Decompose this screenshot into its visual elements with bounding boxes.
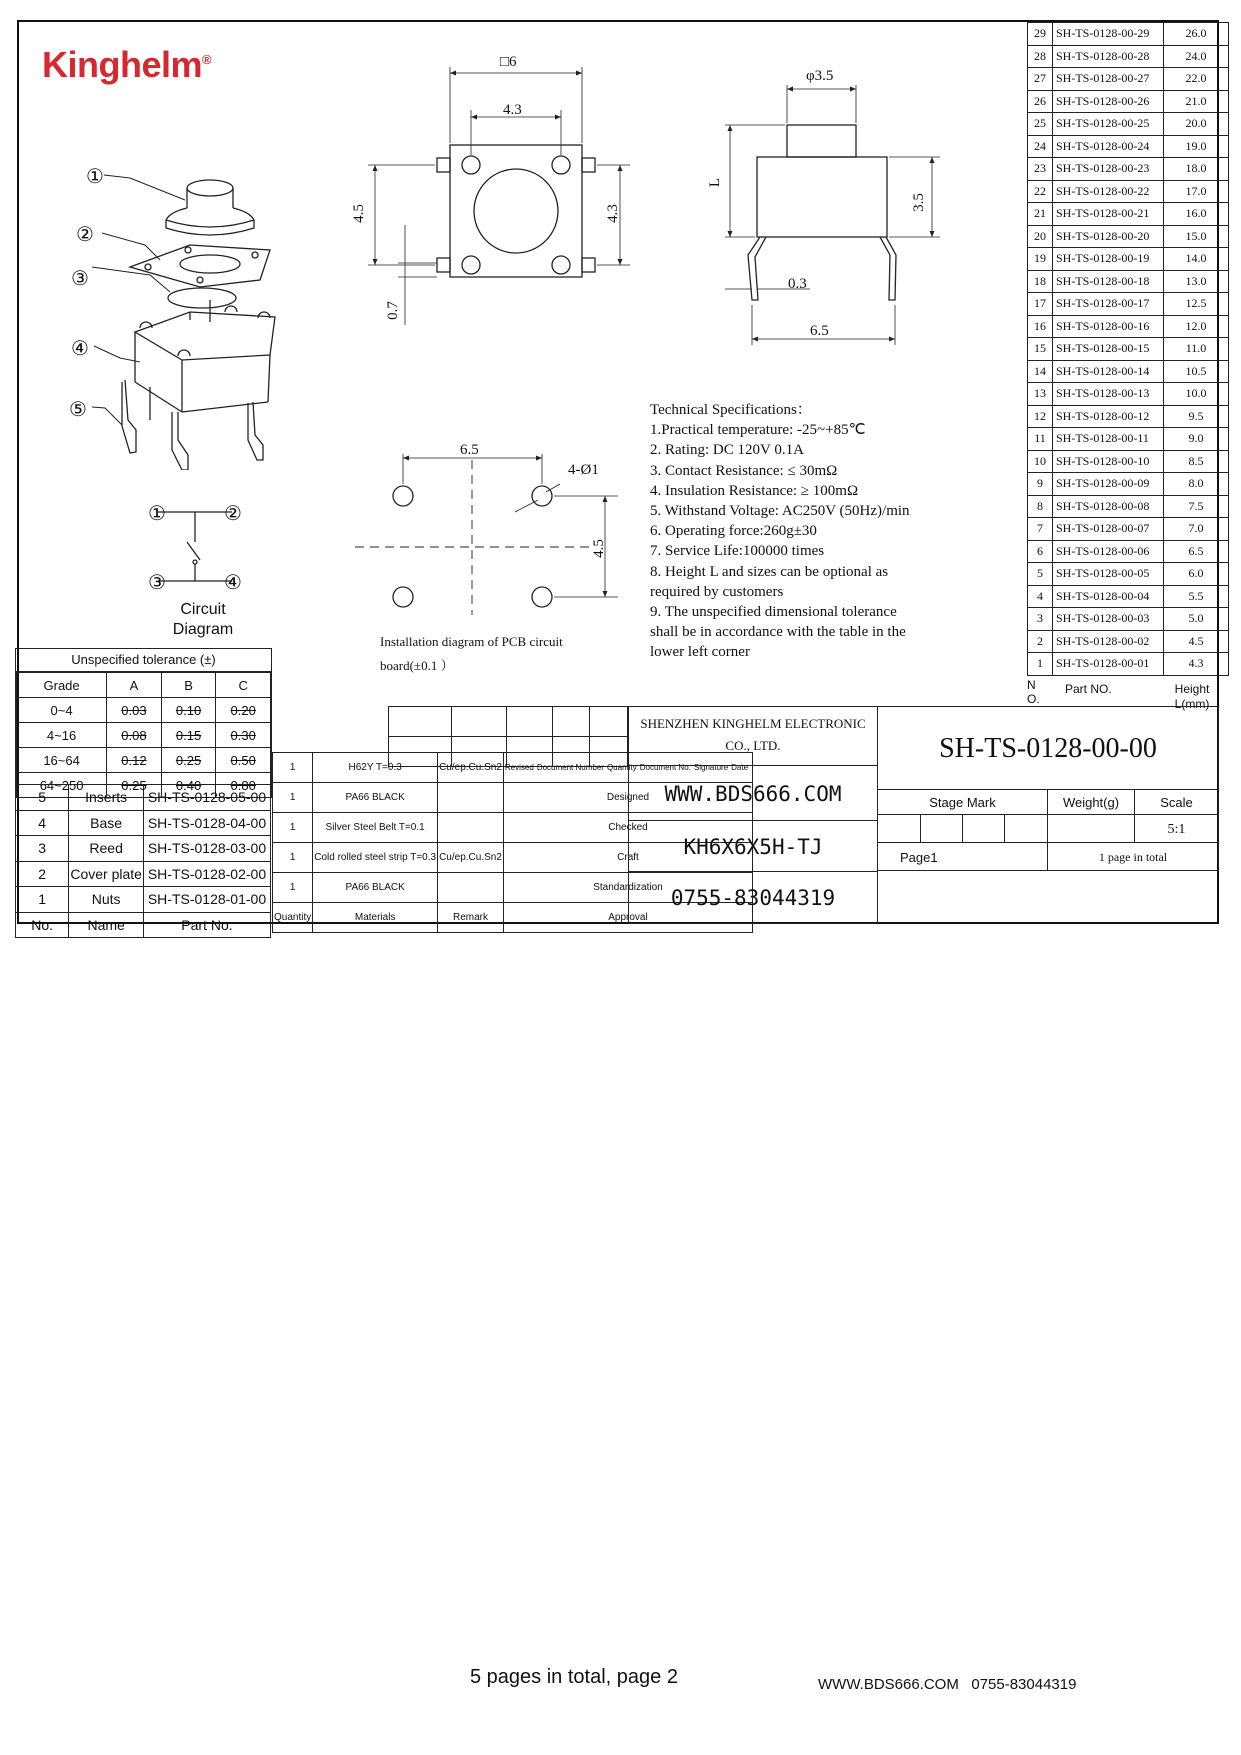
exploded-view xyxy=(60,150,310,470)
height-table-row xyxy=(1028,113,1229,136)
part-code: SH-TS-0128-01-00 xyxy=(143,887,270,913)
part-code: SH-TS-0128-04-00 xyxy=(143,810,270,836)
ht-no: 14 xyxy=(1028,360,1053,383)
part-name: Inserts xyxy=(69,785,144,811)
ht-no: 24 xyxy=(1028,135,1053,158)
circuit-node-3: ③ xyxy=(148,572,166,594)
tol-cell: 0.80 xyxy=(216,773,271,798)
title-block-empty xyxy=(877,870,1219,924)
ht-part: SH-TS-0128-00-18 xyxy=(1053,270,1164,293)
footer-site-phone: WWW.BDS666.COM 0755-83044319 xyxy=(818,1676,1077,1693)
pages-total: 1 page in total xyxy=(1098,850,1168,864)
part-name: Base xyxy=(69,810,144,836)
rev-quantity: 1 xyxy=(273,753,313,783)
ht-height: 18.0 xyxy=(1164,158,1229,181)
spec-item: shall be in accordance with the table in the xyxy=(650,624,906,641)
ht-no: 20 xyxy=(1028,225,1053,248)
scale-value-cell xyxy=(1134,814,1219,843)
height-table-row xyxy=(1028,293,1229,316)
materials-header-cell: Materials xyxy=(313,903,438,933)
spec-title: Technical Specifications： xyxy=(650,402,812,418)
circuit-label-line1: Circuit xyxy=(180,601,226,618)
height-table-row xyxy=(1028,585,1229,608)
height-table-row xyxy=(1028,68,1229,91)
tol-cell: 0.03 xyxy=(107,698,162,723)
mat-remark: Cu/ep.Cu.Sn2 xyxy=(438,843,504,873)
parts-header-cell: Name xyxy=(69,912,144,938)
mat-quantity: 1 xyxy=(273,843,313,873)
ht-part: SH-TS-0128-00-09 xyxy=(1053,473,1164,496)
parts-header-cell: No. xyxy=(16,912,69,938)
height-table-row xyxy=(1028,450,1229,473)
mat-role: Standardization xyxy=(503,873,752,903)
materials-header-cell: Quantity xyxy=(273,903,313,933)
ht-no: 3 xyxy=(1028,608,1053,631)
tol-header: C xyxy=(216,673,271,698)
ht-part: SH-TS-0128-00-02 xyxy=(1053,630,1164,653)
pages-total-cell xyxy=(1047,842,1219,871)
mat-material: Cold rolled steel strip T=0.3 xyxy=(313,843,438,873)
part-code: SH-TS-0128-03-00 xyxy=(143,836,270,862)
mat-quantity: 1 xyxy=(273,873,313,903)
company-name: SHENZHEN KINGHELM ELECTRONIC CO., LTD. xyxy=(640,716,866,753)
height-table-row xyxy=(1028,405,1229,428)
brand-logo xyxy=(42,44,211,86)
ht-height: 24.0 xyxy=(1164,45,1229,68)
ht-height: 13.0 xyxy=(1164,270,1229,293)
footer-pages: 5 pages in total, page 2 xyxy=(470,1666,678,1688)
circuit-node-2: ② xyxy=(224,503,242,525)
ht-no: 4 xyxy=(1028,585,1053,608)
ht-part: SH-TS-0128-00-15 xyxy=(1053,338,1164,361)
ht-header-height: Height L(mm) xyxy=(1174,681,1210,711)
parts-row xyxy=(16,836,271,862)
top-view xyxy=(340,55,630,335)
drawing-number: SH-TS-0128-00-00 xyxy=(939,733,1157,764)
materials-header-cell: Remark xyxy=(438,903,504,933)
spec-item: 9. The unspecified dimensional tolerance xyxy=(650,604,897,621)
ht-part: SH-TS-0128-00-24 xyxy=(1053,135,1164,158)
spec-item: required by customers xyxy=(650,583,784,600)
title-block-model xyxy=(628,820,878,872)
spec-item: 5. Withstand Voltage: AC250V (50Hz)/min xyxy=(650,503,910,520)
ht-no: 17 xyxy=(1028,293,1053,316)
ht-part: SH-TS-0128-00-16 xyxy=(1053,315,1164,338)
weight-label: Weight(g) xyxy=(1047,789,1135,815)
ht-part: SH-TS-0128-00-27 xyxy=(1053,68,1164,91)
height-table-row xyxy=(1028,653,1229,676)
ht-height: 12.5 xyxy=(1164,293,1229,316)
height-table-row xyxy=(1028,608,1229,631)
callout-3: ③ xyxy=(71,268,89,290)
pcb-caption xyxy=(380,630,563,678)
height-table-row xyxy=(1028,45,1229,68)
dim-top-inner: 4.3 xyxy=(503,102,522,118)
height-table-row xyxy=(1028,270,1229,293)
ht-part: SH-TS-0128-00-05 xyxy=(1053,563,1164,586)
height-table-row xyxy=(1028,630,1229,653)
height-table xyxy=(1027,22,1229,712)
ht-part: SH-TS-0128-00-20 xyxy=(1053,225,1164,248)
height-table-row xyxy=(1028,135,1229,158)
ht-no: 11 xyxy=(1028,428,1053,451)
ht-no: 25 xyxy=(1028,113,1053,136)
height-table-row xyxy=(1028,428,1229,451)
ht-part: SH-TS-0128-00-06 xyxy=(1053,540,1164,563)
dim-pcb-width: 6.5 xyxy=(460,442,479,458)
ht-no: 15 xyxy=(1028,338,1053,361)
parts-header xyxy=(16,912,271,938)
height-table-row xyxy=(1028,383,1229,406)
spec-item: 2. Rating: DC 120V 0.1A xyxy=(650,442,804,459)
revision-header-cell: Revised xyxy=(504,763,534,772)
tol-cell: 0.25 xyxy=(161,748,216,773)
revision-header-cell: Date xyxy=(731,763,749,772)
mat-quantity: 1 xyxy=(273,813,313,843)
dim-pcb-holes: 4-Ø1 xyxy=(568,462,599,478)
ht-no: 27 xyxy=(1028,68,1053,91)
height-table-row xyxy=(1028,23,1229,46)
height-table-row xyxy=(1028,338,1229,361)
part-no: 5 xyxy=(16,785,69,811)
brand-reg: ® xyxy=(202,52,212,67)
tolerance-block xyxy=(15,648,272,798)
ht-no: 21 xyxy=(1028,203,1053,226)
page-cell xyxy=(877,842,1048,871)
ht-header-no: N O. xyxy=(1027,677,1040,706)
ht-part: SH-TS-0128-00-21 xyxy=(1053,203,1164,226)
dim-pcb-height: 4.5 xyxy=(590,539,607,558)
dim-side-width: 6.5 xyxy=(810,323,829,339)
spec-item: 8. Height L and sizes can be optional as xyxy=(650,563,889,580)
brand-name: Kinghelm xyxy=(42,44,203,85)
parts-row xyxy=(16,810,271,836)
ht-height: 9.0 xyxy=(1164,428,1229,451)
ht-height: 4.3 xyxy=(1164,653,1229,676)
part-no: 4 xyxy=(16,810,69,836)
ht-part: SH-TS-0128-00-07 xyxy=(1053,518,1164,541)
revision-header-cell: Document No. xyxy=(639,763,691,772)
ht-no: 19 xyxy=(1028,248,1053,271)
ht-part: SH-TS-0128-00-08 xyxy=(1053,495,1164,518)
height-table-row xyxy=(1028,563,1229,586)
tol-cell: 0.20 xyxy=(216,698,271,723)
callout-1: ① xyxy=(86,166,104,188)
tol-cell: 0.25 xyxy=(107,773,162,798)
ht-height: 8.5 xyxy=(1164,450,1229,473)
part-no: 3 xyxy=(16,836,69,862)
ht-no: 26 xyxy=(1028,90,1053,113)
spec-item: lower left corner xyxy=(650,644,750,661)
ht-height: 11.0 xyxy=(1164,338,1229,361)
stage-mark-cells xyxy=(877,814,1048,843)
ht-header-part: Part NO. xyxy=(1065,681,1112,696)
ht-height: 7.5 xyxy=(1164,495,1229,518)
mat-role: Checked xyxy=(503,813,752,843)
tol-grade: 64~250 xyxy=(17,773,107,798)
revision-header-cell: Quantity xyxy=(606,763,637,772)
height-table-row xyxy=(1028,180,1229,203)
ht-height: 20.0 xyxy=(1164,113,1229,136)
scale-label: Scale xyxy=(1134,789,1219,815)
height-table-row xyxy=(1028,225,1229,248)
stage-mark-label: Stage Mark xyxy=(877,789,1048,815)
scale-value: 5:1 xyxy=(1167,822,1186,837)
ht-part: SH-TS-0128-00-10 xyxy=(1053,450,1164,473)
ht-height: 12.0 xyxy=(1164,315,1229,338)
ht-height: 15.0 xyxy=(1164,225,1229,248)
mat-remark xyxy=(438,813,504,843)
page-label: Page1 xyxy=(900,850,938,865)
title-block-company xyxy=(628,706,878,766)
ht-no: 5 xyxy=(1028,563,1053,586)
tol-cell: 0.10 xyxy=(161,698,216,723)
parts-list xyxy=(15,784,271,938)
height-table-row xyxy=(1028,540,1229,563)
parts-header-cell: Part No. xyxy=(143,912,270,938)
ht-height: 21.0 xyxy=(1164,90,1229,113)
tol-header: Grade xyxy=(17,673,107,698)
spec-item: 3. Contact Resistance: ≤ 30mΩ xyxy=(650,462,838,479)
ht-height: 22.0 xyxy=(1164,68,1229,91)
title-block-phone xyxy=(628,871,878,924)
height-table-row xyxy=(1028,315,1229,338)
ht-height: 26.0 xyxy=(1164,23,1229,46)
callout-4: ④ xyxy=(71,338,89,360)
ht-height: 6.5 xyxy=(1164,540,1229,563)
rev-material: H62Y T=0.3 xyxy=(313,753,438,783)
ht-part: SH-TS-0128-00-28 xyxy=(1053,45,1164,68)
tol-grade: 0~4 xyxy=(17,698,107,723)
mat-material: PA66 BLACK xyxy=(313,783,438,813)
ht-height: 10.5 xyxy=(1164,360,1229,383)
circuit-node-1: ① xyxy=(148,503,166,525)
ht-part: SH-TS-0128-00-25 xyxy=(1053,113,1164,136)
height-table-row xyxy=(1028,360,1229,383)
height-table-row xyxy=(1028,495,1229,518)
part-no: 2 xyxy=(16,861,69,887)
height-table-row xyxy=(1028,518,1229,541)
spec-item: 7. Service Life:100000 times xyxy=(650,543,825,560)
parts-row xyxy=(16,785,271,811)
tol-grade: 16~64 xyxy=(17,748,107,773)
ht-part: SH-TS-0128-00-01 xyxy=(1053,653,1164,676)
mat-role: Craft xyxy=(503,843,752,873)
ht-height: 19.0 xyxy=(1164,135,1229,158)
ht-no: 10 xyxy=(1028,450,1053,473)
pcb-caption-line1: Installation diagram of PCB circuit xyxy=(380,634,563,649)
mat-material: Silver Steel Belt T=0.1 xyxy=(313,813,438,843)
dim-top-bottom: 0.7 xyxy=(384,301,401,320)
spec-item: 4. Insulation Resistance: ≥ 100mΩ xyxy=(650,482,859,499)
dim-top-square: □6 xyxy=(500,54,517,70)
dim-side-h: 3.5 xyxy=(910,193,927,212)
ht-part: SH-TS-0128-00-22 xyxy=(1053,180,1164,203)
tol-cell: 0.40 xyxy=(161,773,216,798)
part-code: SH-TS-0128-02-00 xyxy=(143,861,270,887)
ht-height: 5.0 xyxy=(1164,608,1229,631)
dim-side-lead: 0.3 xyxy=(788,276,807,292)
tol-cell: 0.50 xyxy=(216,748,271,773)
tol-header: B xyxy=(161,673,216,698)
parts-row xyxy=(16,861,271,887)
ht-no: 18 xyxy=(1028,270,1053,293)
mat-quantity: 1 xyxy=(273,783,313,813)
circuit-label xyxy=(158,600,248,640)
ht-no: 13 xyxy=(1028,383,1053,406)
ht-height: 7.0 xyxy=(1164,518,1229,541)
circuit-label-line2: Diagram xyxy=(172,621,234,638)
ht-no: 16 xyxy=(1028,315,1053,338)
title-block-drawing-no xyxy=(877,706,1219,790)
ht-part: SH-TS-0128-00-03 xyxy=(1053,608,1164,631)
mat-role: Designed xyxy=(503,783,752,813)
ht-height: 9.5 xyxy=(1164,405,1229,428)
side-view xyxy=(700,75,940,355)
ht-part: SH-TS-0128-00-19 xyxy=(1053,248,1164,271)
part-name: Nuts xyxy=(69,887,144,913)
circuit-node-4: ④ xyxy=(224,572,242,594)
ht-no: 7 xyxy=(1028,518,1053,541)
ht-part: SH-TS-0128-00-04 xyxy=(1053,585,1164,608)
phone-number: 0755-83044319 xyxy=(670,886,836,910)
materials-header-cell: Approval xyxy=(503,903,752,933)
ht-part: SH-TS-0128-00-13 xyxy=(1053,383,1164,406)
ht-height: 6.0 xyxy=(1164,563,1229,586)
ht-no: 29 xyxy=(1028,23,1053,46)
dim-side-dia: φ3.5 xyxy=(806,68,834,84)
mat-remark xyxy=(438,873,504,903)
height-table-row xyxy=(1028,90,1229,113)
ht-no: 8 xyxy=(1028,495,1053,518)
ht-no: 12 xyxy=(1028,405,1053,428)
height-table-row xyxy=(1028,203,1229,226)
weight-value-cell xyxy=(1047,814,1135,843)
spec-item: 6. Operating force:260g±30 xyxy=(650,523,817,540)
ht-no: 28 xyxy=(1028,45,1053,68)
ht-height: 16.0 xyxy=(1164,203,1229,226)
ht-part: SH-TS-0128-00-12 xyxy=(1053,405,1164,428)
tol-cell: 0.08 xyxy=(107,723,162,748)
tol-grade: 4~16 xyxy=(17,723,107,748)
ht-part: SH-TS-0128-00-23 xyxy=(1053,158,1164,181)
parts-row xyxy=(16,887,271,913)
part-code: SH-TS-0128-05-00 xyxy=(143,785,270,811)
part-no: 1 xyxy=(16,887,69,913)
callout-2: ② xyxy=(76,224,94,246)
tol-cell: 0.15 xyxy=(161,723,216,748)
model-number: KH6X6X5H-TJ xyxy=(683,835,823,859)
website: WWW.BDS666.COM xyxy=(664,782,842,806)
part-name: Reed xyxy=(69,836,144,862)
ht-no: 2 xyxy=(1028,630,1053,653)
ht-no: 1 xyxy=(1028,653,1053,676)
title-block-website xyxy=(628,765,878,821)
ht-no: 6 xyxy=(1028,540,1053,563)
tolerance-title: Unspecified tolerance (±) xyxy=(16,649,271,672)
dim-top-left: 4.5 xyxy=(350,204,367,223)
mat-remark xyxy=(438,783,504,813)
height-table-row xyxy=(1028,158,1229,181)
spec-item: 1.Practical temperature: -25~+85℃ xyxy=(650,422,866,439)
ht-part: SH-TS-0128-00-26 xyxy=(1053,90,1164,113)
revision-header-cell: Document Number xyxy=(536,763,604,772)
height-table-row xyxy=(1028,248,1229,271)
revision-header-cell: Signature xyxy=(693,763,729,772)
ht-height: 5.5 xyxy=(1164,585,1229,608)
ht-height: 14.0 xyxy=(1164,248,1229,271)
callout-5: ⑤ xyxy=(69,399,87,421)
tol-header: A xyxy=(107,673,162,698)
ht-height: 4.5 xyxy=(1164,630,1229,653)
mat-material: PA66 BLACK xyxy=(313,873,438,903)
ht-part: SH-TS-0128-00-14 xyxy=(1053,360,1164,383)
pcb-caption-line2: board(±0.1 ） xyxy=(380,658,454,673)
ht-part: SH-TS-0128-00-29 xyxy=(1053,23,1164,46)
dim-side-L: L xyxy=(707,177,724,188)
part-name: Cover plate xyxy=(69,861,144,887)
ht-height: 17.0 xyxy=(1164,180,1229,203)
ht-no: 9 xyxy=(1028,473,1053,496)
tol-cell: 0.30 xyxy=(216,723,271,748)
tech-specs xyxy=(650,400,990,663)
rev-remark: Cu/ep.Cu.Sn2 xyxy=(438,753,504,783)
tol-cell: 0.12 xyxy=(107,748,162,773)
ht-no: 23 xyxy=(1028,158,1053,181)
dim-top-right: 4.3 xyxy=(604,204,621,223)
ht-height: 10.0 xyxy=(1164,383,1229,406)
ht-part: SH-TS-0128-00-17 xyxy=(1053,293,1164,316)
ht-no: 22 xyxy=(1028,180,1053,203)
ht-part: SH-TS-0128-00-11 xyxy=(1053,428,1164,451)
ht-height: 8.0 xyxy=(1164,473,1229,496)
height-table-row xyxy=(1028,473,1229,496)
